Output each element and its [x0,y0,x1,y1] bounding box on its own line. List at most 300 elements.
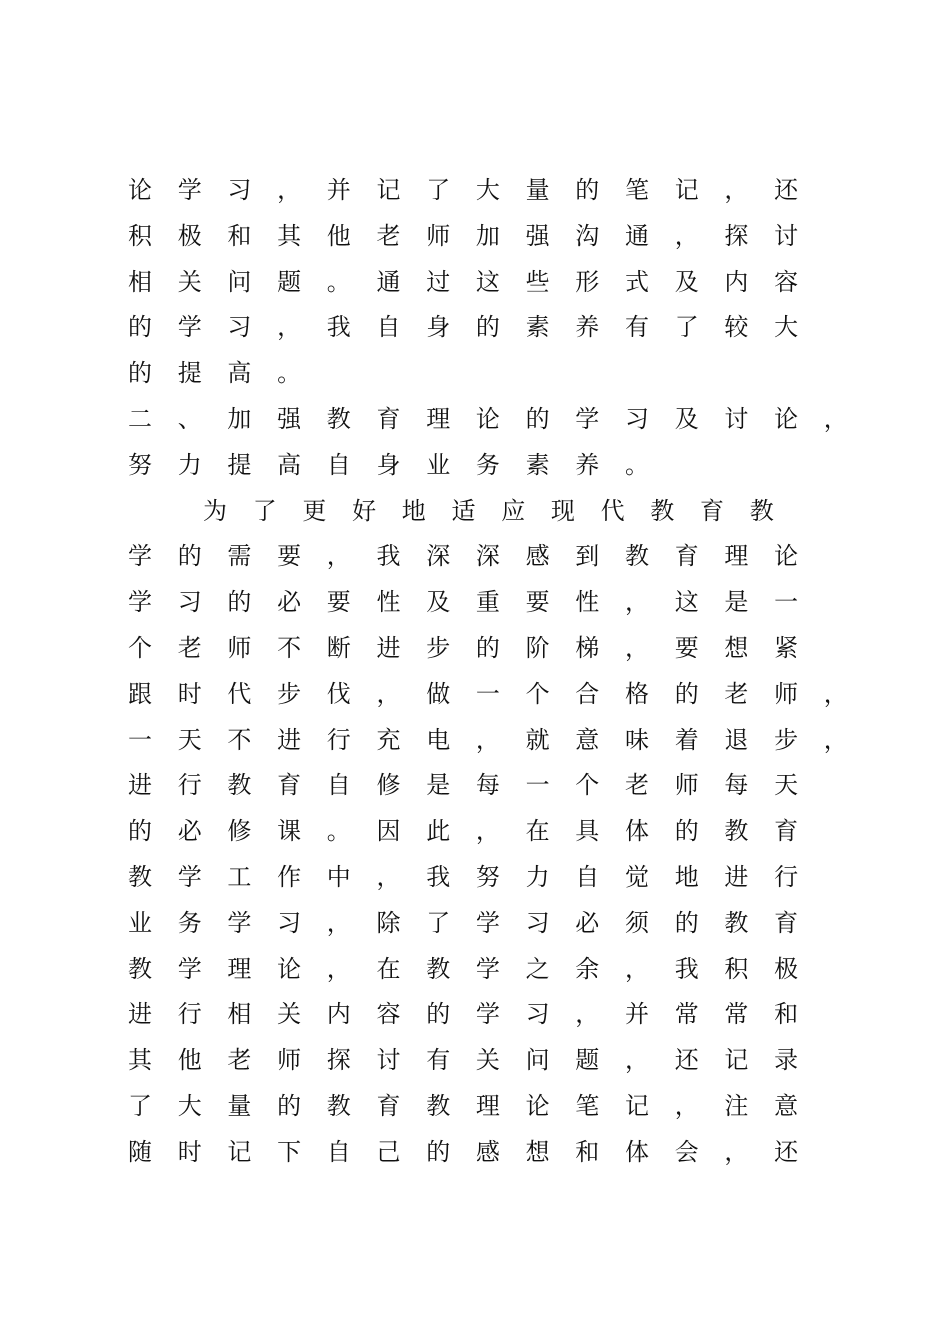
glyph: 习 [227,176,252,204]
glyph: 。 [326,817,351,846]
glyph: 的 [475,313,500,342]
glyph: 极 [774,954,799,983]
glyph: 退 [724,725,749,754]
glyph: 己 [376,1137,401,1166]
glyph: 理 [227,954,252,983]
glyph: 老 [625,771,649,800]
glyph: 关 [177,267,202,296]
glyph: 问 [227,267,252,296]
glyph: 下 [277,1137,302,1166]
glyph: 学 [475,954,500,983]
glyph: 因 [376,817,401,846]
glyph: 自 [326,771,351,800]
glyph: 讨 [724,404,749,433]
glyph: 其 [277,221,302,250]
glyph: ， [376,862,401,891]
glyph: 必 [575,908,600,937]
glyph: 教 [749,496,774,525]
glyph: 极 [177,221,202,250]
glyph: 我 [426,862,451,891]
glyph: ， [674,221,699,250]
glyph: 天 [177,725,202,754]
glyph: 育 [277,771,302,800]
glyph: 师 [774,679,799,708]
glyph: 强 [277,404,302,433]
text-line [128,260,848,306]
glyph: 更 [302,496,327,525]
glyph: 还 [674,1046,699,1075]
glyph: 教 [227,771,252,800]
glyph: 通 [625,221,649,250]
glyph: 自 [575,862,600,891]
glyph: 想 [525,1137,550,1166]
glyph: 的 [426,1000,451,1029]
glyph: 积 [128,221,152,250]
glyph: 务 [177,908,202,937]
text-line [128,992,848,1038]
glyph: 的 [177,542,202,571]
glyph: 要 [277,542,302,571]
glyph: 老 [724,679,749,708]
glyph: 习 [277,908,302,937]
glyph: ， [823,404,848,433]
text-line [128,672,848,718]
glyph: 课 [277,817,302,846]
glyph: 行 [774,862,799,891]
glyph: 学 [177,862,202,891]
glyph: 记 [227,1137,252,1166]
glyph: 重 [475,588,500,617]
glyph: ， [475,725,500,754]
glyph: 的 [674,817,699,846]
glyph: 教 [724,817,749,846]
glyph: ， [724,176,749,204]
glyph: 素 [525,450,550,479]
glyph: 我 [376,542,401,571]
body-text [128,168,848,1176]
glyph: 要 [525,588,550,617]
glyph: 学 [575,404,600,433]
glyph: 时 [177,1137,202,1166]
glyph: 在 [376,954,401,983]
glyph: 习 [177,588,202,617]
glyph: 充 [376,725,401,754]
glyph: 断 [326,633,351,662]
glyph: 的 [128,313,152,342]
glyph: 和 [227,221,252,250]
glyph: 的 [475,633,500,662]
glyph: 是 [426,771,451,800]
glyph: 务 [475,450,500,479]
glyph: 跟 [128,679,152,708]
text-line [128,168,848,214]
glyph: 好 [352,496,377,525]
glyph: 身 [426,313,451,342]
glyph: 、 [177,404,202,433]
glyph: 进 [376,633,401,662]
glyph: 积 [724,954,749,983]
glyph: 的 [128,359,152,388]
glyph: 笔 [575,1091,600,1120]
glyph: 注 [724,1091,749,1120]
glyph: 常 [674,1000,699,1029]
glyph: 除 [376,908,401,937]
glyph: 容 [376,1000,401,1029]
glyph: 力 [177,450,202,479]
glyph: 论 [774,542,799,571]
glyph: 养 [575,450,600,479]
glyph: 较 [724,313,749,342]
glyph: 适 [451,496,476,525]
text-line [128,947,848,993]
glyph: 紧 [774,633,799,662]
glyph: ， [625,633,649,662]
glyph: 理 [724,542,749,571]
glyph: 的 [674,908,699,937]
glyph: 记 [674,176,699,204]
glyph: 育 [774,817,799,846]
glyph: 记 [724,1046,749,1075]
glyph: 行 [177,771,202,800]
glyph: 加 [475,221,500,250]
text-line [128,214,848,260]
glyph: 还 [774,176,799,204]
glyph: 业 [426,450,451,479]
glyph: 及 [674,267,699,296]
text-line [128,901,848,947]
glyph: 行 [177,1000,202,1029]
glyph: 学 [177,954,202,983]
glyph: 个 [525,679,550,708]
glyph: 业 [128,908,152,937]
glyph: 教 [426,954,451,983]
glyph: 努 [475,862,500,891]
glyph: 内 [326,1000,351,1029]
glyph: 其 [128,1046,152,1075]
glyph: 步 [774,725,799,754]
glyph: 常 [724,1000,749,1029]
glyph: 深 [475,542,500,571]
glyph: 体 [625,1137,649,1166]
glyph: 力 [525,862,550,891]
glyph: 教 [128,862,152,891]
glyph: 进 [128,771,152,800]
glyph: 性 [376,588,401,617]
glyph: ， [277,176,302,204]
glyph: 具 [575,817,600,846]
glyph: 论 [774,404,799,433]
glyph: 。 [625,450,649,479]
glyph: 做 [426,679,451,708]
glyph: 师 [227,633,252,662]
glyph: 学 [177,176,202,204]
glyph: 高 [227,359,252,388]
text-line [128,626,848,672]
glyph: 感 [525,542,550,571]
glyph: 步 [277,679,302,708]
paragraph-first-line [128,489,848,535]
glyph: 大 [177,1091,202,1120]
glyph: 代 [600,496,625,525]
text-line [128,305,848,351]
glyph: 作 [277,862,302,891]
glyph: 及 [426,588,451,617]
glyph: 一 [475,679,500,708]
glyph: 时 [177,679,202,708]
glyph: 体 [625,817,649,846]
glyph: 教 [625,542,649,571]
glyph: 老 [376,221,401,250]
glyph: ， [376,679,401,708]
glyph: 习 [525,908,550,937]
glyph: 理 [475,1091,500,1120]
glyph: 教 [326,404,351,433]
glyph: 习 [227,313,252,342]
glyph: ， [823,725,848,754]
glyph: 教 [650,496,675,525]
glyph: ， [625,1046,649,1075]
glyph: 身 [376,450,401,479]
glyph: 有 [625,313,649,342]
glyph: 他 [326,221,351,250]
glyph: 一 [774,588,799,617]
glyph: 应 [501,496,526,525]
glyph: 地 [401,496,426,525]
text-line [128,1038,848,1084]
glyph: 教 [128,954,152,983]
glyph: 自 [376,313,401,342]
glyph: 之 [525,954,550,983]
glyph: 论 [277,954,302,983]
glyph: 育 [774,908,799,937]
glyph: 大 [475,176,500,204]
glyph: 每 [475,771,500,800]
glyph: 的 [575,176,600,204]
glyph: ， [724,1137,749,1166]
glyph: 努 [128,450,152,479]
glyph: 形 [575,267,600,296]
text-line [128,534,848,580]
glyph: 习 [625,404,649,433]
glyph: 随 [128,1137,152,1166]
glyph: 论 [128,176,152,204]
glyph: 学 [475,908,500,937]
glyph: 他 [177,1046,202,1075]
glyph: 养 [575,313,600,342]
glyph: 就 [525,725,550,754]
glyph: ， [326,908,351,937]
glyph: 老 [227,1046,252,1075]
glyph: 电 [426,725,451,754]
glyph: 学 [177,313,202,342]
glyph: 到 [575,542,600,571]
glyph: 容 [774,267,799,296]
glyph: 记 [625,1091,649,1120]
glyph: 教 [724,908,749,937]
glyph: 教 [326,1091,351,1120]
glyph: 的 [674,679,699,708]
glyph: 育 [700,496,724,525]
glyph: 需 [227,542,252,571]
glyph: 自 [326,1137,351,1166]
glyph: 题 [575,1046,600,1075]
glyph: 并 [326,176,351,204]
glyph: 探 [724,221,749,250]
glyph: 进 [128,1000,152,1029]
glyph: 量 [525,176,550,204]
glyph: 的 [277,1091,302,1120]
glyph: 录 [774,1046,799,1075]
glyph: ， [674,1091,699,1120]
glyph: 行 [326,725,351,754]
glyph: 必 [177,817,202,846]
glyph: 相 [227,1000,252,1029]
glyph: 个 [575,771,600,800]
glyph: 修 [376,771,401,800]
glyph: 了 [128,1091,152,1120]
glyph: 是 [724,588,749,617]
text-line [128,809,848,855]
glyph: 二 [128,404,152,433]
glyph: 这 [674,588,699,617]
glyph: 教 [426,1091,451,1120]
glyph: 意 [774,1091,799,1120]
glyph: 阶 [525,633,550,662]
glyph: 。 [326,267,351,296]
section-heading [128,443,848,489]
glyph: ， [326,954,351,983]
glyph: 及 [674,404,699,433]
glyph: 高 [277,450,302,479]
text-line [128,580,848,626]
glyph: 深 [426,542,451,571]
glyph: 在 [525,817,550,846]
glyph: 性 [575,588,600,617]
glyph: 天 [774,771,799,800]
text-line [128,1084,848,1130]
glyph: 进 [277,725,302,754]
glyph: 要 [674,633,699,662]
glyph: 讨 [376,1046,401,1075]
glyph: ， [277,313,302,342]
glyph: 想 [724,633,749,662]
glyph: 的 [426,1137,451,1166]
glyph: 师 [674,771,699,800]
glyph: 题 [277,267,302,296]
text-line [128,763,848,809]
section-heading [128,397,848,443]
glyph: 步 [426,633,451,662]
glyph: 了 [252,496,277,525]
glyph: 沟 [575,221,600,250]
glyph: 进 [724,862,749,891]
glyph: 会 [674,1137,699,1166]
glyph: 伐 [326,679,351,708]
glyph: 提 [177,359,202,388]
text-line [128,855,848,901]
glyph: 必 [277,588,302,617]
glyph: ， [625,588,649,617]
glyph: 感 [475,1137,500,1166]
glyph: 了 [674,313,699,342]
glyph: 余 [575,954,600,983]
glyph: 的 [525,404,550,433]
glyph: 个 [128,633,152,662]
glyph: 味 [625,725,649,754]
glyph: 并 [625,1000,649,1029]
glyph: 量 [227,1091,252,1120]
glyph: 修 [227,817,252,846]
glyph: 。 [277,359,302,388]
glyph: 育 [376,404,401,433]
glyph: 学 [475,1000,500,1029]
glyph: 了 [426,908,451,937]
glyph: 现 [550,496,575,525]
glyph: 大 [774,313,799,342]
glyph: 笔 [625,176,649,204]
glyph: 过 [426,267,451,296]
glyph: 关 [277,1000,302,1029]
glyph: 记 [376,176,401,204]
glyph: 地 [674,862,699,891]
text-line [128,718,848,764]
glyph: 梯 [575,633,600,662]
glyph: 问 [525,1046,550,1075]
glyph: 习 [525,1000,550,1029]
glyph: ， [823,679,848,708]
glyph: ， [575,1000,600,1029]
glyph: 中 [326,862,351,891]
glyph: 觉 [625,862,649,891]
glyph: 我 [326,313,351,342]
glyph: 不 [277,633,302,662]
glyph: 这 [475,267,500,296]
glyph: 和 [575,1137,600,1166]
glyph: 强 [525,221,550,250]
glyph: 育 [674,542,699,571]
glyph: 式 [625,267,649,296]
glyph: 的 [128,817,152,846]
glyph: 理 [426,404,451,433]
text-line [128,1130,848,1176]
glyph: ， [475,817,500,846]
glyph: 此 [426,817,451,846]
glyph: 有 [426,1046,451,1075]
glyph: 了 [426,176,451,204]
glyph: 每 [724,771,749,800]
glyph: ， [326,542,351,571]
glyph: 关 [475,1046,500,1075]
glyph: 论 [475,404,500,433]
glyph: 的 [227,588,252,617]
glyph: 探 [326,1046,351,1075]
glyph: 代 [227,679,252,708]
glyph: 格 [625,679,649,708]
glyph: 为 [203,496,227,525]
glyph: 师 [426,221,451,250]
glyph: 一 [525,771,550,800]
glyph: 育 [376,1091,401,1120]
glyph: 内 [724,267,749,296]
glyph: 相 [128,267,152,296]
glyph: 和 [774,1000,799,1029]
glyph: 着 [674,725,699,754]
glyph: 些 [525,267,550,296]
glyph: 要 [326,588,351,617]
glyph: 学 [227,908,252,937]
glyph: 我 [674,954,699,983]
glyph: 不 [227,725,252,754]
